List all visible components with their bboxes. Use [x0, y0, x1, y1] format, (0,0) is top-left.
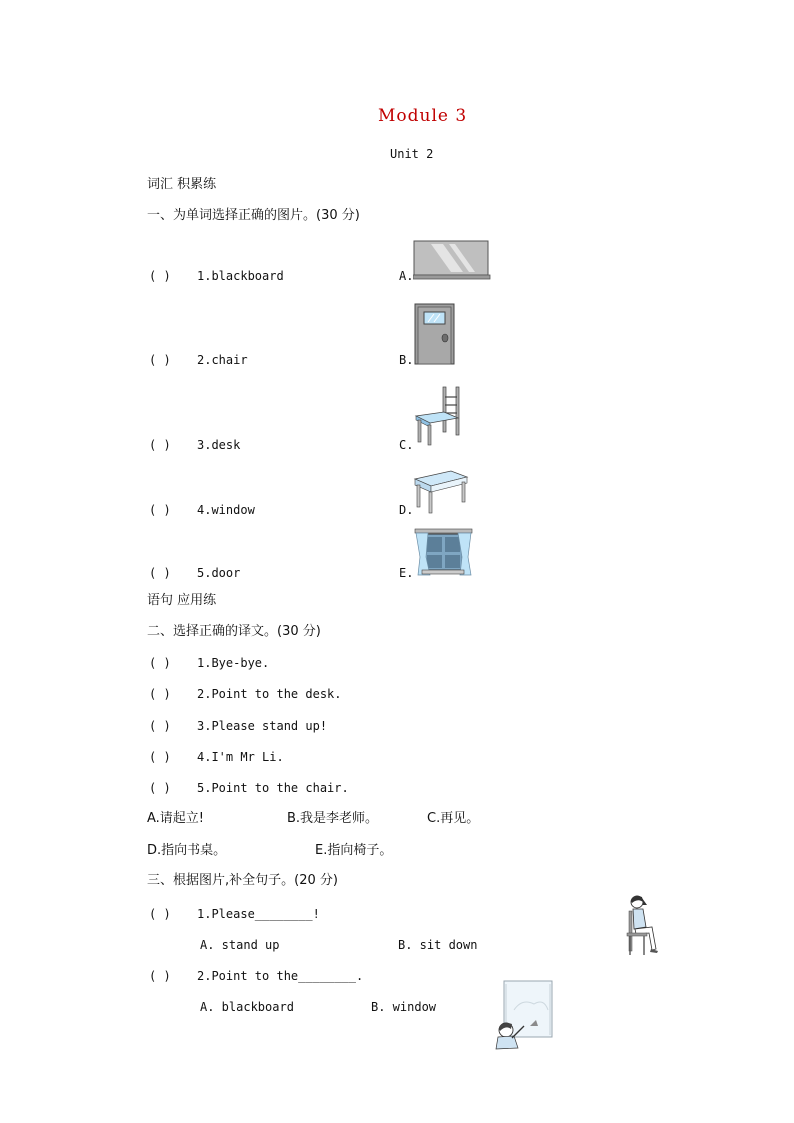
- sentence-item-1: 1.Bye-bye.: [197, 656, 270, 670]
- question-3-title: 三、根据图片,补全句子。(20 分): [147, 873, 338, 888]
- sentence-item-2: 2.Point to the desk.: [197, 687, 342, 701]
- desk-icon: [413, 467, 469, 515]
- section-heading-sentence: 语句 应用练: [147, 593, 217, 608]
- answer-blank[interactable]: ( ): [149, 750, 171, 764]
- vocab-item-5: 5.door: [197, 566, 241, 580]
- translation-option-e: E.指向椅子。: [315, 843, 393, 858]
- question-1-title: 一、为单词选择正确的图片。(30 分): [147, 208, 360, 223]
- translation-option-b: B.我是李老师。: [287, 811, 379, 826]
- answer-blank[interactable]: ( ): [149, 438, 171, 452]
- girl-sitting-icon: [622, 893, 668, 957]
- chair-icon: [414, 385, 462, 447]
- option-label-c: C.: [399, 438, 414, 452]
- door-icon: [414, 303, 456, 365]
- vocab-item-2: 2.chair: [197, 353, 248, 367]
- boy-pointing-window-icon: [494, 980, 556, 1050]
- vocab-item-1: 1.blackboard: [197, 269, 284, 283]
- answer-blank[interactable]: ( ): [149, 907, 171, 921]
- answer-blank[interactable]: ( ): [149, 687, 171, 701]
- answer-blank[interactable]: ( ): [149, 353, 171, 367]
- window-icon: [414, 527, 474, 579]
- question-2-title: 二、选择正确的译文。(30 分): [147, 624, 321, 639]
- option-label-b: B.: [399, 353, 414, 367]
- sentence-item-5: 5.Point to the chair.: [197, 781, 349, 795]
- option-label-d: D.: [399, 503, 414, 517]
- sentence-item-3: 3.Please stand up!: [197, 719, 328, 733]
- section-heading-vocab: 词汇 积累练: [147, 177, 217, 192]
- page-subtitle: Unit 2: [390, 147, 434, 161]
- answer-blank[interactable]: ( ): [149, 781, 171, 795]
- vocab-item-3: 3.desk: [197, 438, 241, 452]
- fill-option-a: A. blackboard: [200, 1000, 294, 1014]
- answer-blank[interactable]: ( ): [149, 969, 171, 983]
- vocab-item-4: 4.window: [197, 503, 255, 517]
- option-label-e: E.: [399, 566, 414, 580]
- sentence-item-4: 4.I'm Mr Li.: [197, 750, 284, 764]
- answer-blank[interactable]: ( ): [149, 566, 171, 580]
- answer-blank[interactable]: ( ): [149, 269, 171, 283]
- translation-option-d: D.指向书桌。: [147, 843, 227, 858]
- translation-option-a: A.请起立!: [147, 811, 205, 826]
- answer-blank[interactable]: ( ): [149, 656, 171, 670]
- fill-option-b: B. window: [371, 1000, 437, 1014]
- translation-option-c: C.再见。: [427, 811, 480, 826]
- answer-blank[interactable]: ( ): [149, 719, 171, 733]
- option-label-a: A.: [399, 269, 414, 283]
- fill-item-1: 1.Please________!: [197, 907, 320, 921]
- answer-blank[interactable]: ( ): [149, 503, 171, 517]
- fill-option-a: A. stand up: [200, 938, 280, 952]
- page-title: Module 3: [378, 106, 468, 126]
- blackboard-icon: [413, 240, 491, 280]
- fill-option-b: B. sit down: [398, 938, 478, 952]
- fill-item-2: 2.Point to the________.: [197, 969, 364, 983]
